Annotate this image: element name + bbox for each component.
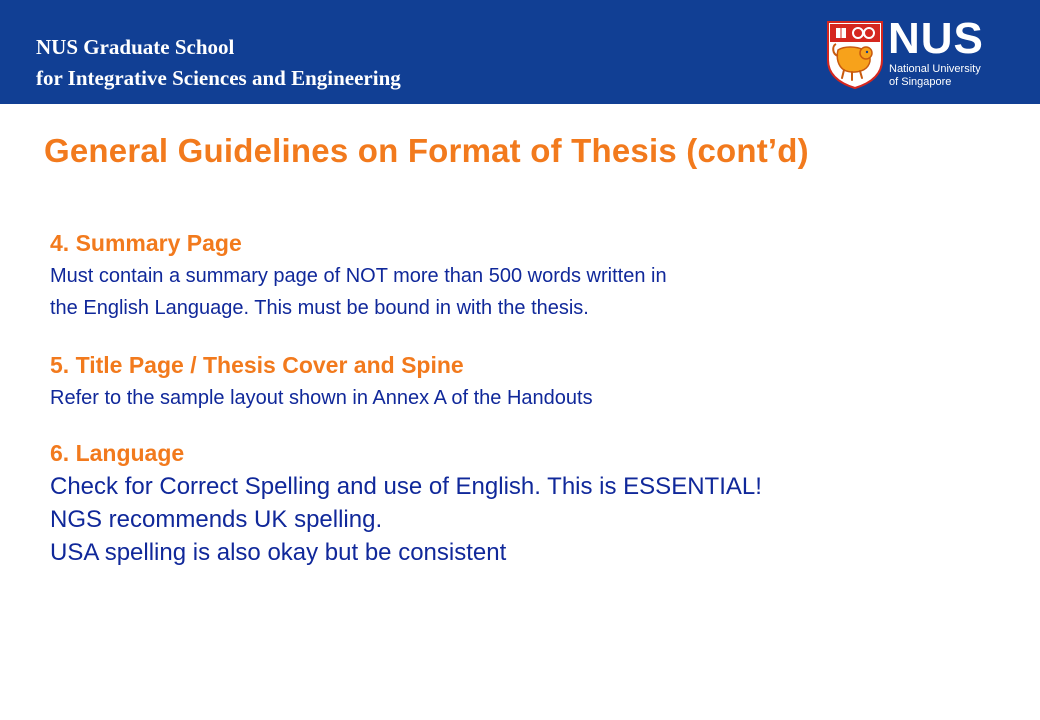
section-text-line: Must contain a summary page of NOT more than 500 words written in xyxy=(50,265,667,287)
nus-crest-icon xyxy=(826,20,884,90)
section-title-page xyxy=(50,348,1020,414)
slide-title: General Guidelines on Format of Thesis (cont’d) xyxy=(44,132,809,169)
nus-subtitle xyxy=(889,63,981,89)
nus-wordmark: NUS xyxy=(888,14,984,63)
nus-subtitle-line2: of Singapore xyxy=(889,76,952,88)
slide-content xyxy=(50,226,1020,593)
section-text-line: Refer to the sample layout shown in Annex A of the Handouts xyxy=(50,387,593,409)
section-language xyxy=(50,436,1020,569)
school-name-line2: for Integrative Sciences and Engineering xyxy=(36,66,401,90)
school-name xyxy=(36,32,401,94)
nus-logo xyxy=(826,14,996,90)
nus-subtitle-line1: National University xyxy=(889,63,981,75)
section-text-line: the English Language. This must be bound in with the thesis. xyxy=(50,297,589,319)
section-summary-page xyxy=(50,226,1020,324)
school-name-line1: NUS Graduate School xyxy=(36,35,235,59)
section-text-line: Check for Correct Spelling and use of English. This is ESSENTIAL! xyxy=(50,473,762,500)
section-heading: 5. Title Page / Thesis Cover and Spine xyxy=(50,352,464,378)
section-heading: 4. Summary Page xyxy=(50,230,242,256)
header-bar xyxy=(0,0,1040,104)
section-heading: 6. Language xyxy=(50,440,185,466)
section-text-line: USA spelling is also okay but be consistent xyxy=(50,539,507,566)
section-text-line: NGS recommends UK spelling. xyxy=(50,506,383,533)
